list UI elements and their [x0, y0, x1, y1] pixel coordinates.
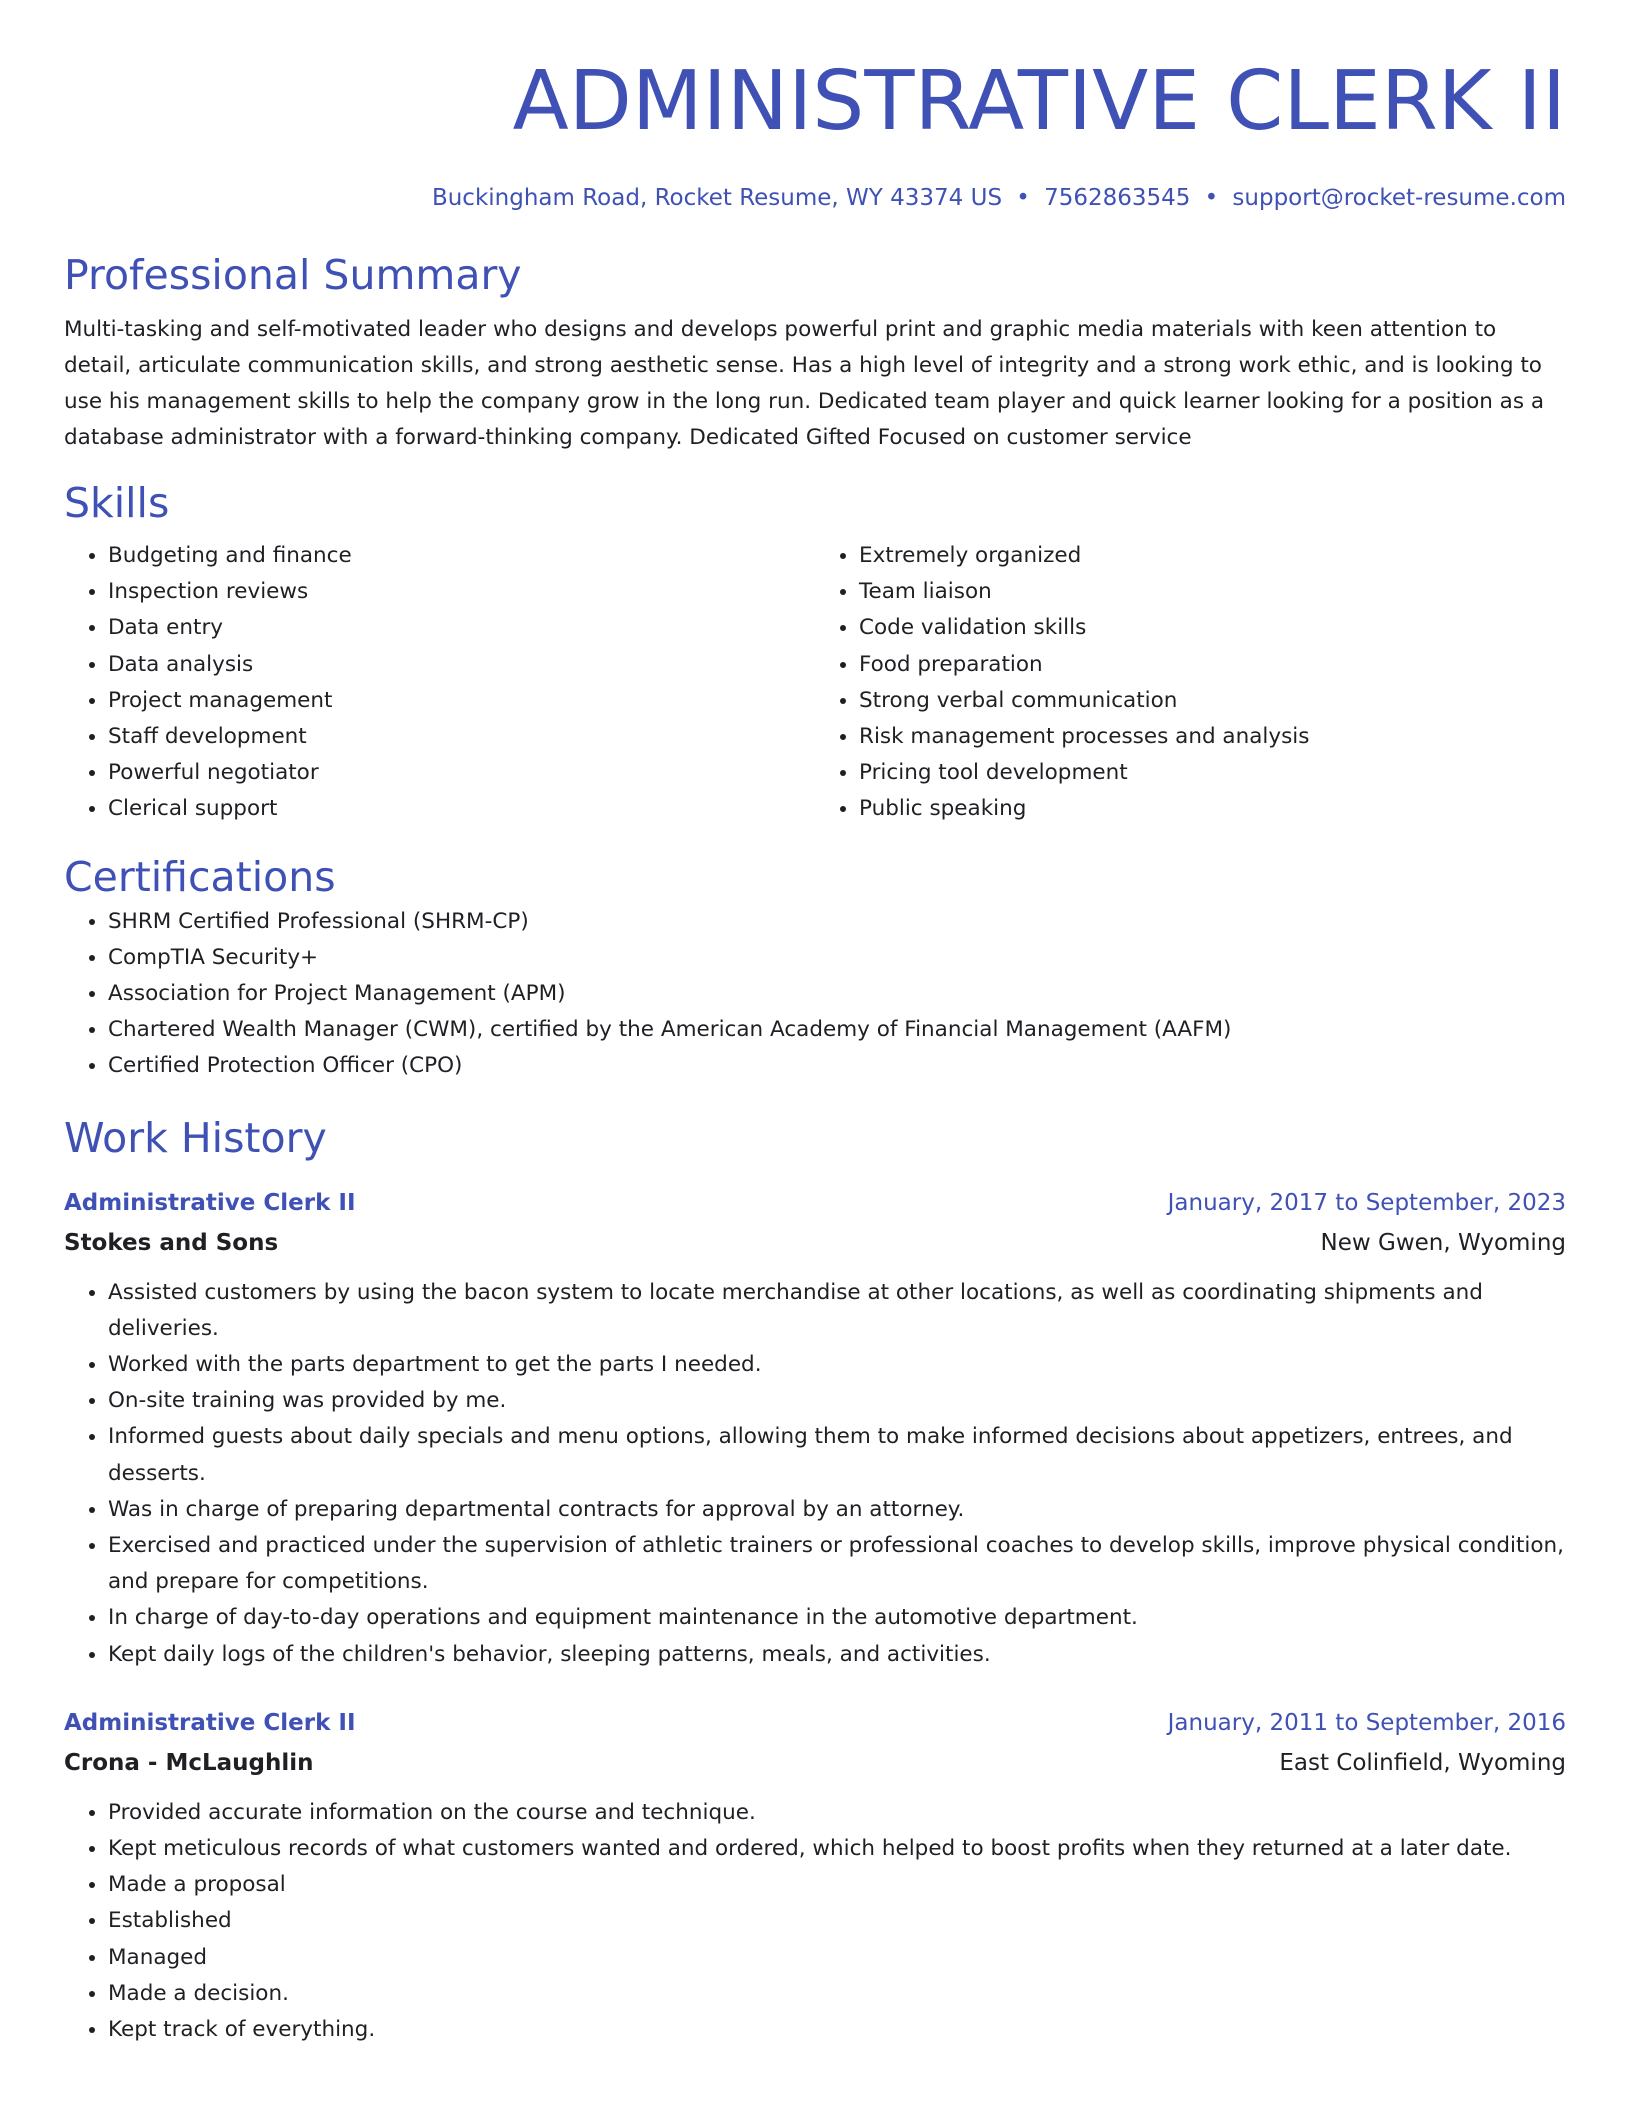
- contact-separator: •: [1204, 185, 1219, 211]
- contact-address: Buckingham Road, Rocket Resume, WY 43374 US: [431, 185, 1003, 211]
- skill-item: • Clerical support: [108, 791, 815, 827]
- job-title: Administrative Clerk II: [64, 1189, 356, 1216]
- skill-item: • Budgeting and finance: [108, 538, 815, 574]
- contact-phone: 7562863545: [1044, 185, 1191, 211]
- job-company: Crona - McLaughlin: [64, 1749, 314, 1776]
- summary-text: Multi-tasking and self-motivated leader who designs and develops powerful print and graphic media materials with keen attention to detail, articulate communication skills, and strong aesthetic sense. Has a high level of integrity and a strong work ethic, and is looking to use his management skills to help the company grow in the long run. Dedicated team player and quick learner looking for a position as a database administrator with a forward-thinking company. Dedicated Gifted Focused on customer service: [64, 317, 1545, 450]
- job-entry: [64, 1183, 1566, 1673]
- skills-columns: [64, 538, 1566, 828]
- job-entry: [64, 1703, 1566, 2048]
- section-title-summary: Professional Summary: [64, 251, 522, 299]
- section-title-skills: Skills: [64, 479, 170, 527]
- contact-line: [64, 178, 1566, 218]
- job-bullet: • Informed guests about daily specials and menu options, allowing them to make informed decisions about appetizers, entrees, and desserts.: [108, 1419, 1566, 1491]
- certification-item: • CompTIA Security+: [108, 940, 1566, 976]
- job-bullet: • Assisted customers by using the bacon system to locate merchandise at other locations, as well as coordinating shipments and deliveries.: [108, 1275, 1566, 1347]
- resume-name: ADMINISTRATIVE CLERK II: [512, 54, 1566, 149]
- skill-item: • Powerful negotiator: [108, 755, 815, 791]
- job-company: Stokes and Sons: [64, 1229, 279, 1256]
- skills-list-left: [64, 538, 815, 828]
- job-bullet: • Established: [108, 1903, 1566, 1939]
- job-bullet: • Was in charge of preparing departmental contracts for approval by an attorney.: [108, 1492, 1566, 1528]
- job-bullets: [64, 1795, 1566, 2048]
- section-title-work-history: Work History: [64, 1113, 327, 1162]
- job-bullet: • In charge of day-to-day operations and equipment maintenance in the automotive department.: [108, 1600, 1566, 1636]
- job-bullet: • Exercised and practiced under the supervision of athletic trainers or professional coaches to develop skills, improve physical condition, and prepare for competitions.: [108, 1528, 1566, 1600]
- job-bullets: [64, 1275, 1566, 1673]
- job-bullet: • Worked with the parts department to get the parts I needed.: [108, 1347, 1566, 1383]
- skill-item: • Food preparation: [859, 647, 1566, 683]
- certification-item: • Chartered Wealth Manager (CWM), certified by the American Academy of Financial Management (AAFM): [108, 1012, 1566, 1048]
- skill-item: • Data analysis: [108, 647, 815, 683]
- job-company-row: [64, 1223, 1566, 1263]
- skill-item: • Risk management processes and analysis: [859, 719, 1566, 755]
- job-title-row: [64, 1703, 1566, 1743]
- skill-item: • Pricing tool development: [859, 755, 1566, 791]
- skills-list-right: [815, 538, 1566, 828]
- certification-item: • Association for Project Management (APM): [108, 976, 1566, 1012]
- skill-item: • Strong verbal communication: [859, 683, 1566, 719]
- resume-page: [64, 52, 1566, 2048]
- skill-item: • Project management: [108, 683, 815, 719]
- job-bullet: • Kept meticulous records of what customers wanted and ordered, which helped to boost profits when they returned at a later date.: [108, 1831, 1566, 1867]
- job-bullet: • Managed: [108, 1940, 1566, 1976]
- job-title: Administrative Clerk II: [64, 1709, 356, 1736]
- skill-item: • Code validation skills: [859, 610, 1566, 646]
- work-history-list: [64, 1183, 1566, 2049]
- certification-item: • Certified Protection Officer (CPO): [108, 1048, 1566, 1084]
- job-bullet: • Kept track of everything.: [108, 2012, 1566, 2048]
- job-bullet: • Made a decision.: [108, 1976, 1566, 2012]
- skill-item: • Data entry: [108, 610, 815, 646]
- certification-item: • SHRM Certified Professional (SHRM-CP): [108, 904, 1566, 940]
- skill-item: • Staff development: [108, 719, 815, 755]
- section-title-certifications: Certifications: [64, 852, 336, 901]
- skill-item: • Public speaking: [859, 791, 1566, 827]
- certifications-list: [64, 904, 1566, 1085]
- skill-item: • Team liaison: [859, 574, 1566, 610]
- contact-separator: •: [1016, 185, 1030, 211]
- job-bullet: • Provided accurate information on the course and technique.: [108, 1795, 1566, 1831]
- job-bullet: • Kept daily logs of the children's behavior, sleeping patterns, meals, and activities.: [108, 1637, 1566, 1673]
- job-bullet: • Made a proposal: [108, 1867, 1566, 1903]
- job-title-row: [64, 1183, 1566, 1223]
- job-company-row: [64, 1743, 1566, 1783]
- skill-item: • Extremely organized: [859, 538, 1566, 574]
- skill-item: • Inspection reviews: [108, 574, 815, 610]
- job-location: New Gwen, Wyoming: [1320, 1229, 1566, 1256]
- contact-email[interactable]: support@rocket-resume.com: [1232, 185, 1566, 211]
- job-dates: January, 2017 to September, 2023: [1167, 1189, 1566, 1216]
- job-bullet: • On-site training was provided by me.: [108, 1383, 1566, 1419]
- job-dates: January, 2011 to September, 2016: [1167, 1709, 1566, 1736]
- job-location: East Colinfield, Wyoming: [1279, 1749, 1566, 1776]
